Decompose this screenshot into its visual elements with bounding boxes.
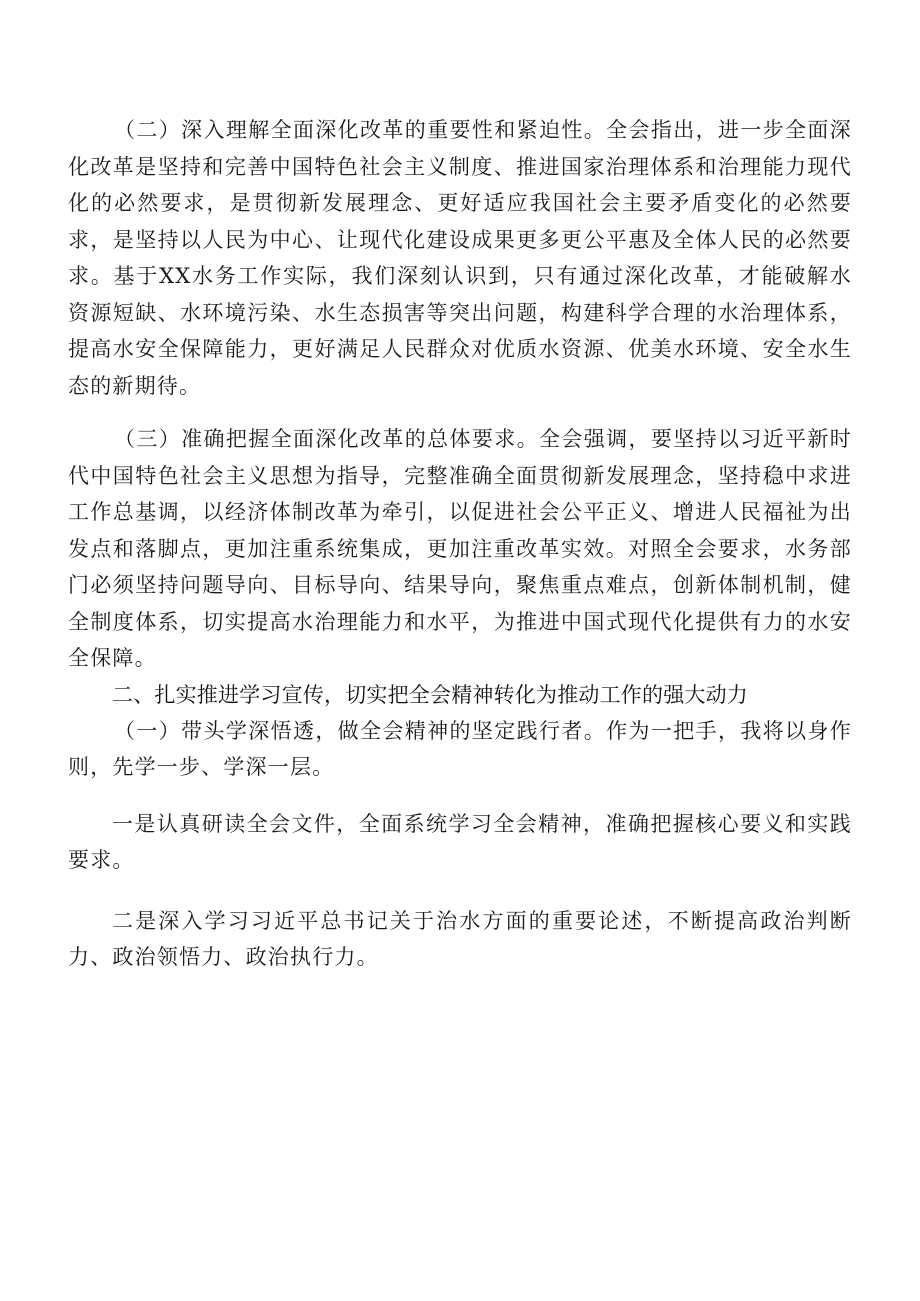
document-page	[68, 112, 852, 976]
paragraph-lead-by-example: （一）带头学深悟透，做全会精神的坚定践行者。作为一把手，我将以身作则，先学一步、学深一层。	[68, 718, 852, 779]
paragraph-overall-requirements: （三）准确把握全面深化改革的总体要求。全会强调，要坚持以习近平新时代中国特色社会主义思想为指导，完整准确全面贯彻新发展理念，坚持稳中求进工作总基调，以经济体制改革为牵引，以促进社会公平正义、增进人民福祉为出发点和落脚点，更加注重系统集成，更加注重改革实效。对照全会要求，水务部门必须坚持问题导向、目标导向、结果导向，聚焦重点难点，创新体制机制，健全制度体系，切实提高水治理能力和水平，为推进中国式现代化提供有力的水安全保障。	[68, 427, 852, 670]
section-heading: 二、扎实推进学习宣传，切实把全会精神转化为推动工作的强大动力	[112, 682, 748, 707]
paragraph-importance-urgency: （二）深入理解全面深化改革的重要性和紧迫性。全会指出，进一步全面深化改革是坚持和完善中国特色社会主义制度、推进国家治理体系和治理能力现代化的必然要求，是贯彻新发展理念、更好适应我国社会主要矛盾变化的必然要求，是坚持以人民为中心、让现代化建设成果更多更公平惠及全体人民的必然要求。基于XX水务工作实际，我们深刻认识到，只有通过深化改革，才能破解水资源短缺、水环境污染、水生态损害等突出问题，构建科学合理的水治理体系，提高水安全保障能力，更好满足人民群众对优质水资源、优美水环境、安全水生态的新期待。	[68, 118, 852, 398]
paragraph-item-one: 一是认真研读全会文件，全面系统学习全会精神，准确把握核心要义和实践要求。	[68, 811, 852, 872]
paragraph-item-two: 二是深入学习习近平总书记关于治水方面的重要论述，不断提高政治判断力、政治领悟力、政治执行力。	[68, 908, 852, 969]
